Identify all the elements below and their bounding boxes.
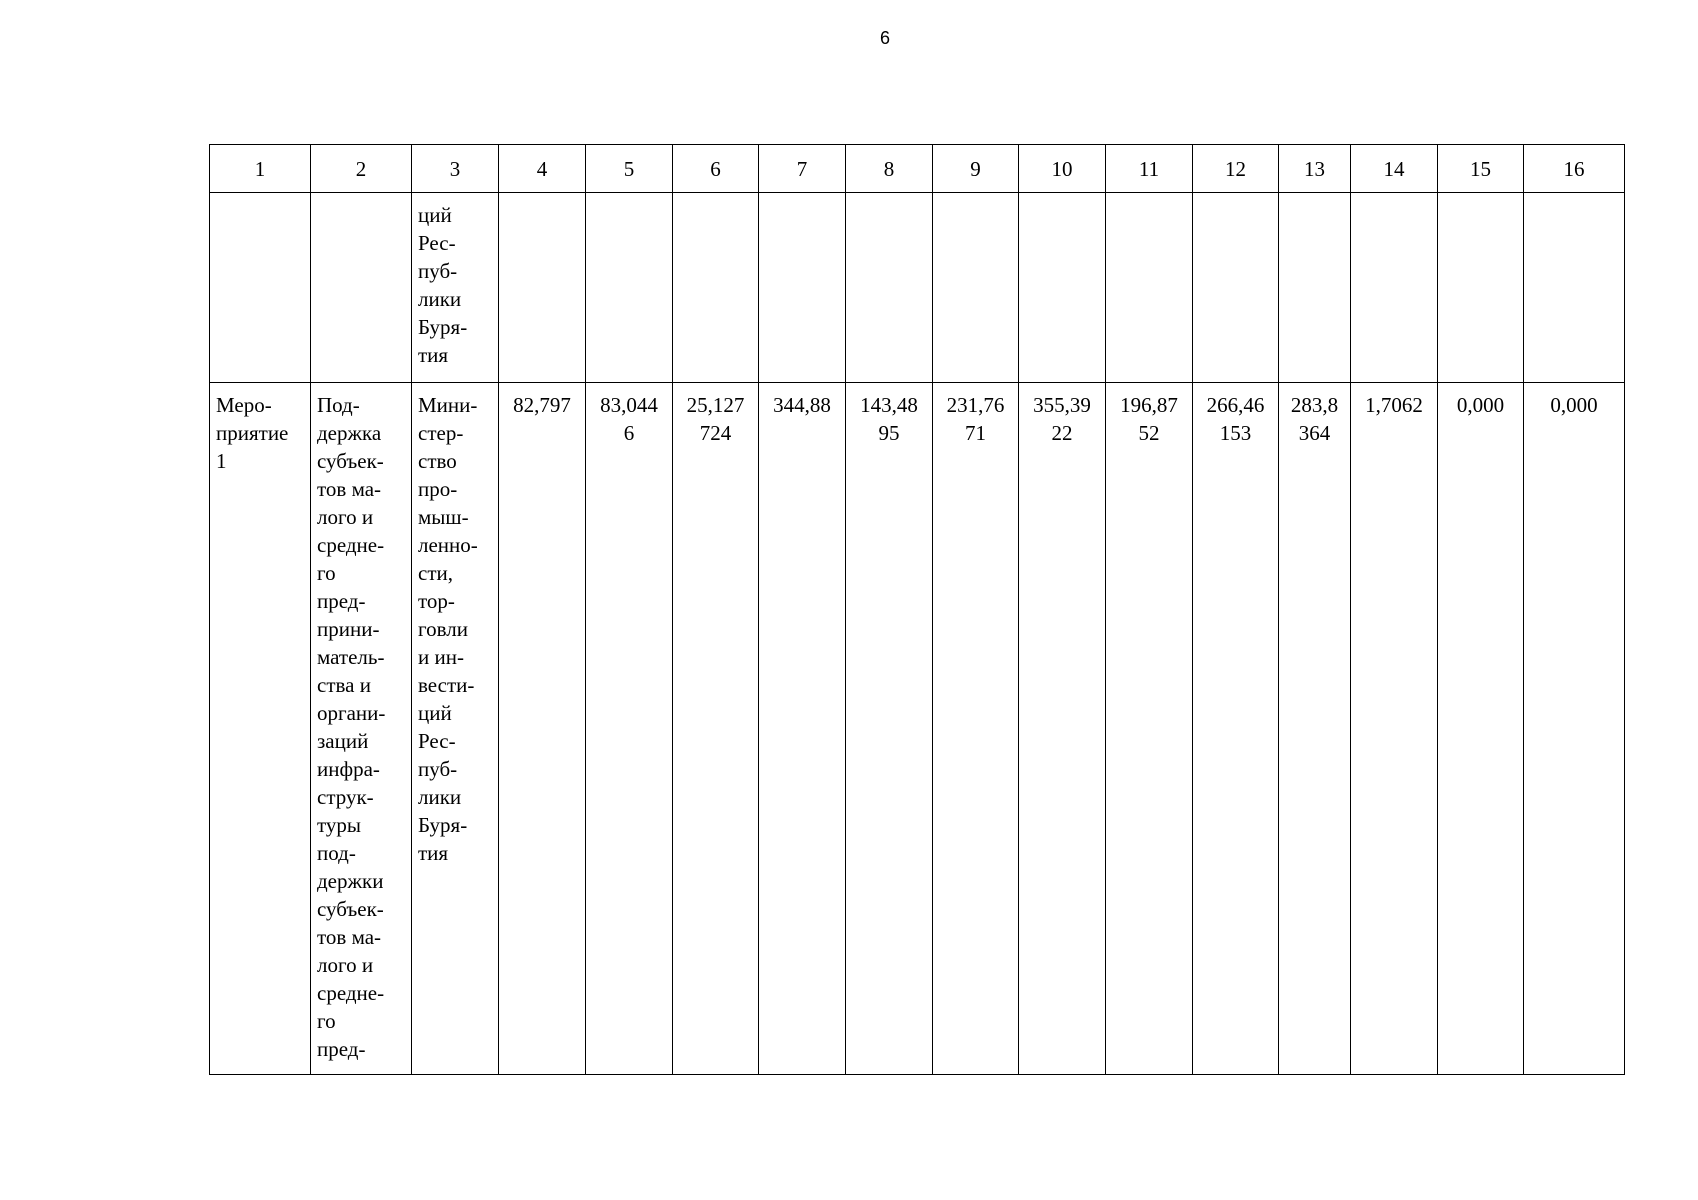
column-header-15: 15 <box>1438 145 1524 193</box>
table-cell-executor-continued: ций Рес- пуб- лики Буря- тия <box>412 193 499 383</box>
page-number: 6 <box>879 28 890 48</box>
table-cell <box>499 193 586 383</box>
table-cell-value-12: 266,46 153 <box>1193 383 1279 1075</box>
column-header-12: 12 <box>1193 145 1279 193</box>
column-header-2: 2 <box>311 145 412 193</box>
column-header-5: 5 <box>586 145 673 193</box>
table-cell <box>673 193 759 383</box>
table-cell <box>1351 193 1438 383</box>
table-cell <box>210 193 311 383</box>
table-cell-value-16: 0,000 <box>1524 383 1625 1075</box>
table-cell <box>846 193 933 383</box>
table-cell-value-5: 83,044 6 <box>586 383 673 1075</box>
table-cell <box>1279 193 1351 383</box>
table-cell-value-9: 231,76 71 <box>933 383 1019 1075</box>
column-header-11: 11 <box>1106 145 1193 193</box>
table-cell-value-14: 1,7062 <box>1351 383 1438 1075</box>
column-header-14: 14 <box>1351 145 1438 193</box>
table-cell-value-10: 355,39 22 <box>1019 383 1106 1075</box>
table-cell-executor: Мини- стер- ство про- мыш- ленно- сти, тор- говли и ин- вести- ций Рес- пуб- лики Буря- тия <box>412 383 499 1075</box>
column-header-8: 8 <box>846 145 933 193</box>
table-row-measure-1 <box>210 383 1625 1075</box>
table-cell <box>759 193 846 383</box>
table-cell-value-15: 0,000 <box>1438 383 1524 1075</box>
column-header-6: 6 <box>673 145 759 193</box>
table-cell-value-4: 82,797 <box>499 383 586 1075</box>
table-cell-measure-name: Меро- приятие 1 <box>210 383 311 1075</box>
table-cell-value-13: 283,8 364 <box>1279 383 1351 1075</box>
table-row-continuation <box>210 193 1625 383</box>
table-cell <box>586 193 673 383</box>
table-cell <box>933 193 1019 383</box>
column-header-3: 3 <box>412 145 499 193</box>
column-header-9: 9 <box>933 145 1019 193</box>
table-cell-value-7: 344,88 <box>759 383 846 1075</box>
column-header-7: 7 <box>759 145 846 193</box>
table-cell <box>1193 193 1279 383</box>
table-cell-value-8: 143,48 95 <box>846 383 933 1075</box>
table-cell <box>1106 193 1193 383</box>
table-cell <box>1438 193 1524 383</box>
data-table <box>209 144 1625 1075</box>
column-header-13: 13 <box>1279 145 1351 193</box>
column-header-16: 16 <box>1524 145 1625 193</box>
table-header-row <box>210 145 1625 193</box>
column-header-1: 1 <box>210 145 311 193</box>
table-cell-value-11: 196,87 52 <box>1106 383 1193 1075</box>
table-cell-measure-description: Под- держка субъек- тов ма- лого и средне- го пред- прини- матель- ства и органи- заций инфра- струк- туры под- держки субъек- тов ма- лого и средне- го пред- <box>311 383 412 1075</box>
table-cell-value-6: 25,127 724 <box>673 383 759 1075</box>
column-header-10: 10 <box>1019 145 1106 193</box>
table-cell <box>311 193 412 383</box>
table-cell <box>1524 193 1625 383</box>
column-header-4: 4 <box>499 145 586 193</box>
table-cell <box>1019 193 1106 383</box>
